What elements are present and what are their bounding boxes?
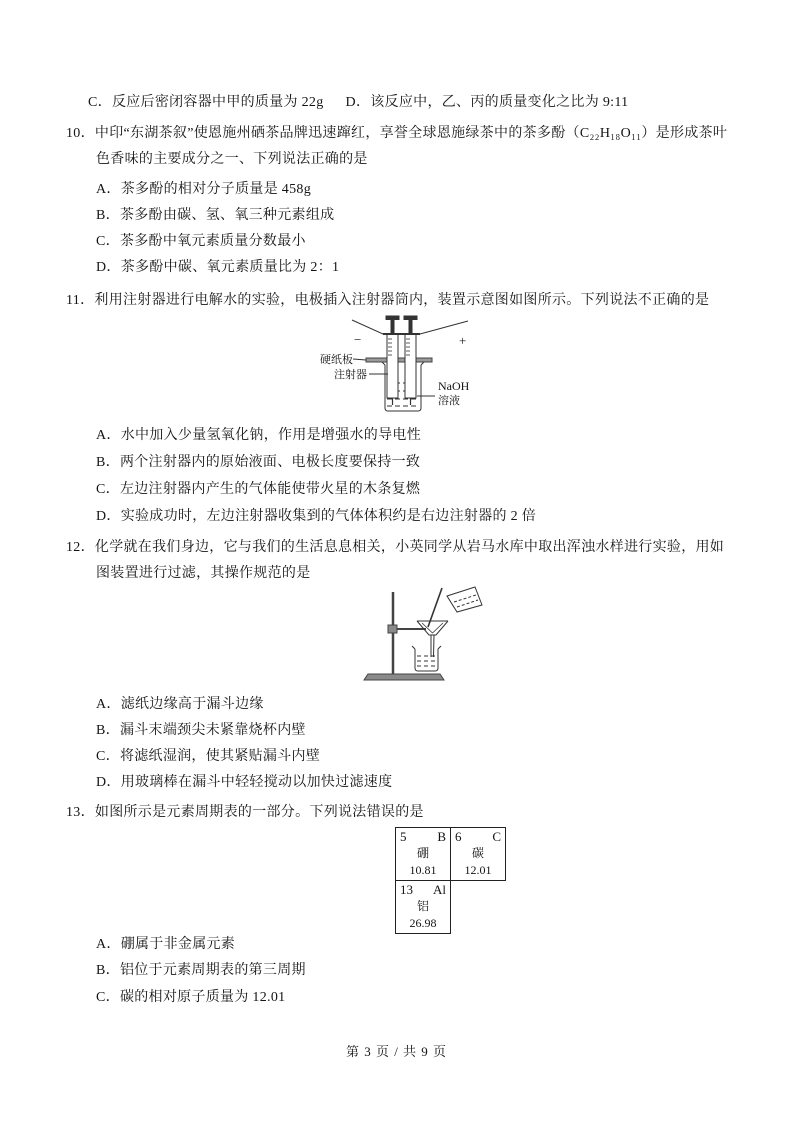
receiving-beaker — [412, 646, 441, 671]
q10-option-c: C．茶多酚中氧元素质量分数最小 — [96, 234, 306, 249]
q12-option-a: A．滤纸边缘高于漏斗边缘 — [96, 697, 264, 712]
element-name: 硼 — [416, 846, 429, 860]
q11-stem-text: 利用注射器进行电解水的实验，电极插入注射器筒内，装置示意图如图所示。下列说法不正确的是 — [94, 293, 710, 308]
atomic-mass: 10.81 — [409, 863, 437, 877]
q10-option-a: A．茶多酚的相对分子质量是 458g — [96, 182, 312, 197]
q12-option-c: C．将滤纸湿润，使其紧贴漏斗内壁 — [96, 749, 321, 764]
cardboard — [366, 358, 432, 362]
q12-stem-line2: 图装置进行过滤，其操作规范的是 — [96, 566, 311, 581]
electrolysis-apparatus-figure — [308, 308, 482, 422]
q10-option-d: D．茶多酚中碳、氧元素质量比为 2：1 — [96, 260, 340, 275]
pouring-beaker — [447, 587, 482, 612]
q9-option-c: C．反应后密闭容器中甲的质量为 22g — [88, 95, 324, 110]
q11-option-c: C．左边注射器内产生的气体能使带火星的木条复燃 — [96, 482, 421, 497]
element-cell-boron — [396, 828, 451, 881]
negative-terminal-label: − — [354, 332, 362, 347]
q12-option-d: D．用玻璃棒在漏斗中轻轻搅动以加快过滤速度 — [96, 775, 393, 790]
funnel — [417, 621, 448, 657]
element-symbol: B — [437, 829, 446, 844]
cardboard-label: 硬纸板 — [320, 354, 353, 366]
element-cell-carbon — [451, 828, 506, 881]
q11-number: 11． — [66, 293, 95, 308]
atomic-number: 5 — [400, 829, 407, 844]
q11-option-a: A．水中加入少量氢氧化钠，作用是增强水的导电性 — [96, 428, 422, 443]
page-number-footer: 第 3 页 / 共 9 页 — [345, 1044, 448, 1059]
q9-tail-options-line — [88, 94, 628, 111]
atomic-number: 6 — [455, 829, 462, 844]
q13-stem-text: 如图所示是元素周期表的一部分。下列说法错误的是 — [94, 805, 424, 820]
q11-option-d: D．实验成功时，左边注射器收集到的气体体积约是右边注射器的 2 倍 — [96, 509, 537, 524]
element-cell-aluminum — [396, 881, 451, 934]
q13-option-b: B．铝位于元素周期表的第三周期 — [96, 963, 306, 978]
q11-option-b: B．两个注射器内的原始液面、电极长度要保持一致 — [96, 455, 421, 470]
q9-option-d: D．该反应中，乙、丙的质量变化之比为 9:11 — [345, 95, 629, 110]
q13-stem-line — [66, 804, 424, 821]
iron-stand — [364, 592, 444, 680]
atomic-mass: 12.01 — [464, 863, 492, 877]
q13-option-c: C．碳的相对原子质量为 12.01 — [96, 990, 286, 1005]
q12-number: 12． — [66, 540, 95, 555]
q11-stem-line — [66, 292, 709, 309]
q12-stem-line1 — [66, 539, 724, 556]
q13-option-a: A．硼属于非金属元素 — [96, 937, 236, 952]
filtration-apparatus-figure — [360, 585, 490, 691]
q12-option-b: B．漏斗末端颈尖未紧靠烧杯内壁 — [96, 723, 306, 738]
q10-option-b: B．茶多酚由碳、氢、氧三种元素组成 — [96, 208, 335, 223]
naoh-label-line2: 溶液 — [438, 395, 460, 407]
periodic-table-fragment — [395, 827, 506, 934]
q10-stem-text1: 中印“东湖茶叙”使恩施州硒茶品牌迅速蹿红，享誉全球恩施绿茶中的茶多酚（C₂₂H₁₈O₁₁）是形成茶叶 — [94, 126, 728, 141]
element-symbol: Al — [433, 882, 446, 897]
q13-number: 13． — [66, 805, 95, 820]
empty-cell — [451, 881, 506, 934]
q10-number: 10． — [66, 126, 95, 141]
positive-terminal-label: + — [459, 333, 467, 348]
atomic-number: 13 — [400, 882, 413, 897]
q12-stem-text1: 化学就在我们身边，它与我们的生活息息相关，小英同学从岩马水库中取出浑浊水样进行实验，用如 — [94, 540, 725, 555]
naoh-label-line1: NaOH — [438, 379, 470, 393]
element-symbol: C — [492, 829, 501, 844]
element-name: 碳 — [471, 846, 484, 860]
element-name: 铝 — [416, 899, 429, 913]
syringe-label: 注射器 — [334, 369, 367, 381]
q10-stem-line1 — [66, 125, 727, 142]
atomic-mass: 26.98 — [409, 916, 437, 930]
q10-stem-line2: 色香味的主要成分之一、下列说法正确的是 — [96, 152, 368, 167]
